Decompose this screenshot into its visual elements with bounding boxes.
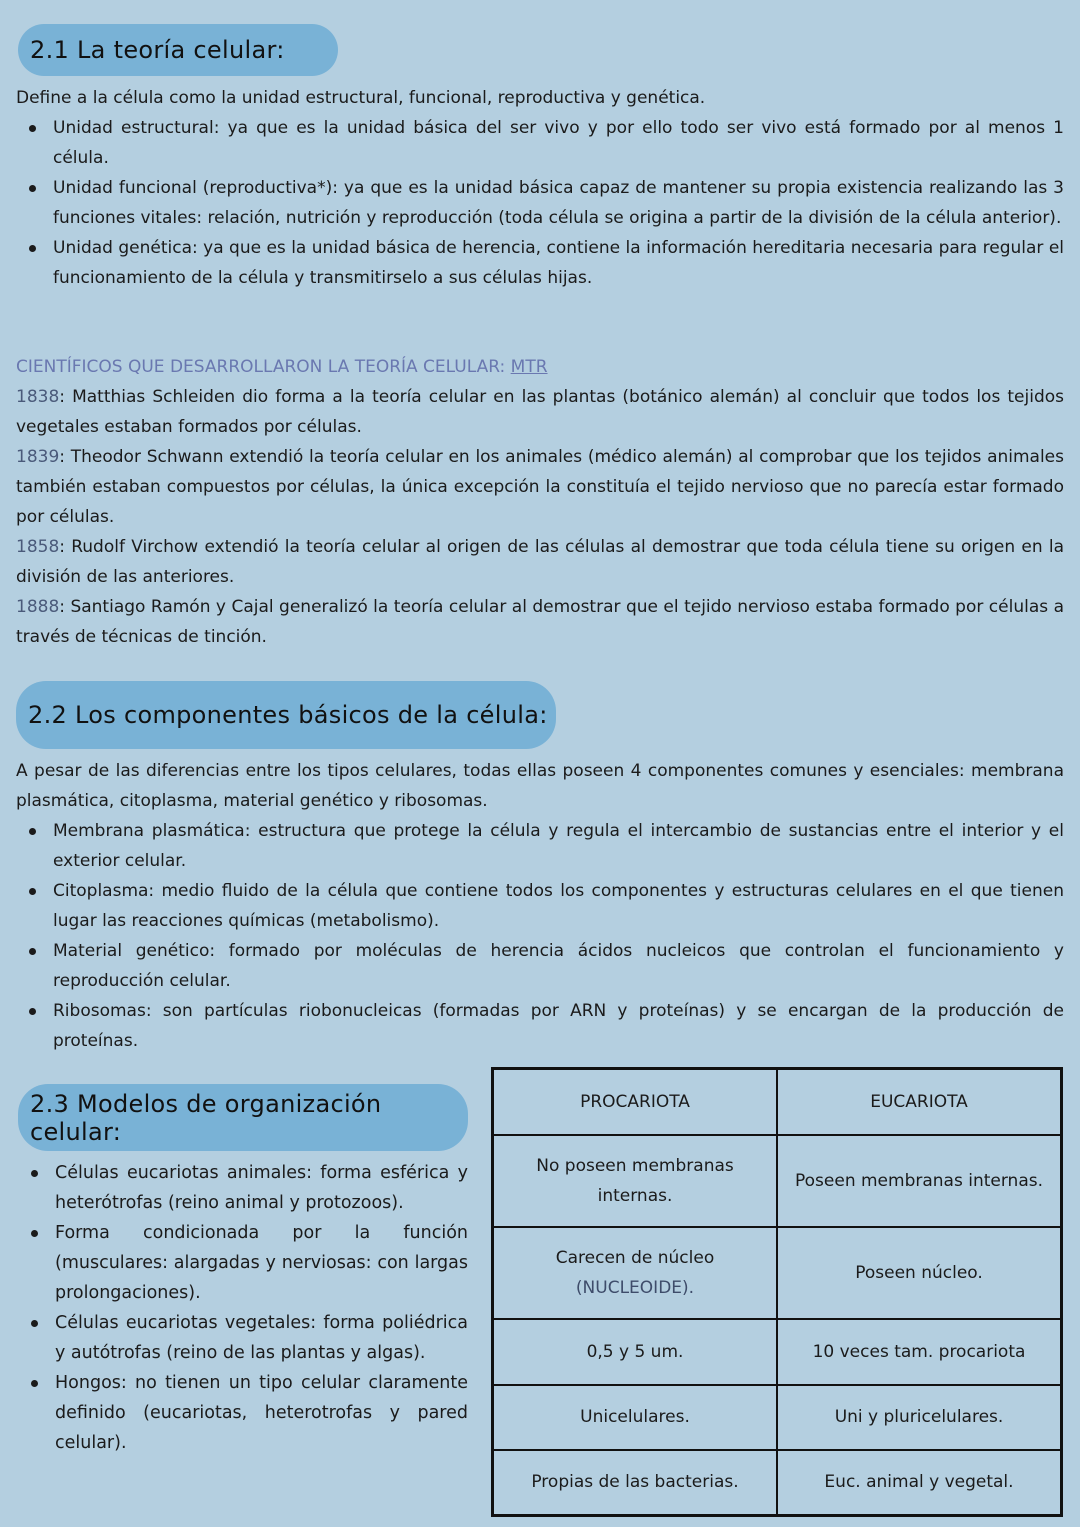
section-2-1-bullets [16, 113, 1064, 293]
table-row [493, 1385, 1062, 1450]
table-row [493, 1319, 1062, 1385]
section-2-1-intro: Define a la célula como la unidad estructural, funcional, reproductiva y genética. [16, 88, 706, 108]
list-item: Forma condicionada por la función (musculares: alargadas y nerviosas: con largas prolongaciones). [55, 1218, 468, 1308]
table-row [493, 1450, 1062, 1516]
scientists-block [16, 352, 1064, 652]
table-cell: Poseen núcleo. [777, 1227, 1062, 1319]
year: 1888 [16, 597, 60, 617]
year: 1858 [16, 537, 60, 557]
header-procariota: PROCARIOTA [493, 1069, 778, 1135]
scientists-heading-text: CIENTÍFICOS QUE DESARROLLARON LA TEORÍA CELULAR: [16, 357, 506, 377]
section-2-1-body [16, 83, 1064, 293]
nucleoide-note: (NUCLEOIDE). [575, 1277, 695, 1298]
list-item: Células eucariotas vegetales: forma poliédrica y autótrofas (reino de las plantas y algas). [55, 1308, 468, 1368]
year: 1838 [16, 387, 60, 407]
section-2-3-body [18, 1158, 468, 1458]
table-row [493, 1135, 1062, 1227]
table-cell: Unicelulares. [493, 1385, 778, 1450]
scientist-text: Santiago Ramón y Cajal generalizó la teoría celular al demostrar que el tejido nervioso estaba formado por células a través de técnicas de tinción. [16, 597, 1064, 647]
list-item: Unidad estructural: ya que es la unidad básica del ser vivo y por ello todo ser vivo está formado por al menos 1 célula. [53, 113, 1064, 173]
scientist-entry: 1838: Matthias Schleiden dio forma a la teoría celular en las plantas (botánico alemán) al concluir que todos los tejidos vegetales estaban formados por células. [16, 387, 1064, 437]
scientists-mnemonic: MTR [510, 357, 548, 377]
section-2-3-bullets [18, 1158, 468, 1458]
list-item: Ribosomas: son partículas riobonucleicas (formadas por ARN y proteínas) y se encargan de la producción de proteínas. [53, 996, 1064, 1056]
list-item: Material genético: formado por moléculas de herencia ácidos nucleicos que controlan el funcionamiento y reproducción celular. [53, 936, 1064, 996]
section-2-1-title-text: 2.1 La teoría celular: [30, 36, 285, 64]
scientist-entry: 1858: Rudolf Virchow extendió la teoría celular al origen de las células al demostrar que toda célula tiene su origen en la división de las anteriores. [16, 537, 1064, 587]
section-2-2-title-text: 2.2 Los componentes básicos de la célula: [28, 701, 548, 729]
section-2-2-intro: A pesar de las diferencias entre los tipos celulares, todas ellas poseen 4 componentes comunes y esenciales: membrana plasmática, citoplasma, material genético y ribosomas. [16, 761, 1064, 811]
list-item: Células eucariotas animales: forma esférica y heterótrofas (reino animal y protozoos). [55, 1158, 468, 1218]
list-item: Unidad funcional (reproductiva*): ya que es la unidad básica capaz de mantener su propia existencia realizando las 3 funciones vitales: relación, nutrición y reproducción (toda célula se origina a partir de la división de la célula anterior). [53, 173, 1064, 233]
scientists-heading [16, 352, 1064, 382]
table-cell: Uni y pluricelulares. [777, 1385, 1062, 1450]
list-item: Membrana plasmática: estructura que protege la célula y regula el intercambio de sustancias entre el interior y el exterior celular. [53, 816, 1064, 876]
section-2-3-title [18, 1084, 468, 1151]
section-2-2-title [16, 681, 556, 749]
table-cell: 10 veces tam. procariota [777, 1319, 1062, 1385]
header-eucariota: EUCARIOTA [777, 1069, 1062, 1135]
scientist-entry: 1888: Santiago Ramón y Cajal generalizó la teoría celular al demostrar que el tejido nervioso estaba formado por células a través de técnicas de tinción. [16, 597, 1064, 647]
scientist-text: Matthias Schleiden dio forma a la teoría celular en las plantas (botánico alemán) al concluir que todos los tejidos vegetales estaban formados por células. [16, 387, 1064, 437]
list-item: Unidad genética: ya que es la unidad básica de herencia, contiene la información hereditaria necesaria para regular el funcionamiento de la célula y transmitirselo a sus células hijas. [53, 233, 1064, 293]
comparison-table [491, 1067, 1063, 1517]
section-2-2-bullets [16, 816, 1064, 1056]
table-cell: No poseen membranas internas. [493, 1135, 778, 1227]
scientist-entry: 1839: Theodor Schwann extendió la teoría celular en los animales (médico alemán) al comprobar que los tejidos animales también estaban compuestos por células, la única excepción la constituía el tejido nervioso que no parecía estar formado por células. [16, 447, 1064, 527]
table-row [493, 1227, 1062, 1319]
section-2-3-title-text: 2.3 Modelos de organización celular: [30, 1089, 382, 1146]
scientist-text: Theodor Schwann extendió la teoría celular en los animales (médico alemán) al comprobar que los tejidos animales también estaban compuestos por células, la única excepción la constituía el tejido nervioso que no parecía estar formado por células. [16, 447, 1064, 527]
table-cell: Propias de las bacterias. [493, 1450, 778, 1516]
table-cell: Euc. animal y vegetal. [777, 1450, 1062, 1516]
section-2-2-body [16, 756, 1064, 1056]
table-cell: 0,5 y 5 um. [493, 1319, 778, 1385]
cell-text: Carecen de núcleo [555, 1247, 715, 1268]
section-2-1-title [18, 24, 338, 76]
list-item: Hongos: no tienen un tipo celular claramente definido (eucariotas, heterotrofas y pared celular). [55, 1368, 468, 1458]
table-cell [493, 1227, 778, 1319]
table-header-row [493, 1069, 1062, 1135]
year: 1839 [16, 447, 60, 467]
scientist-text: Rudolf Virchow extendió la teoría celular al origen de las células al demostrar que toda célula tiene su origen en la división de las anteriores. [16, 537, 1064, 587]
table-cell: Poseen membranas internas. [777, 1135, 1062, 1227]
list-item: Citoplasma: medio fluido de la célula que contiene todos los componentes y estructuras celulares en el que tienen lugar las reacciones químicas (metabolismo). [53, 876, 1064, 936]
